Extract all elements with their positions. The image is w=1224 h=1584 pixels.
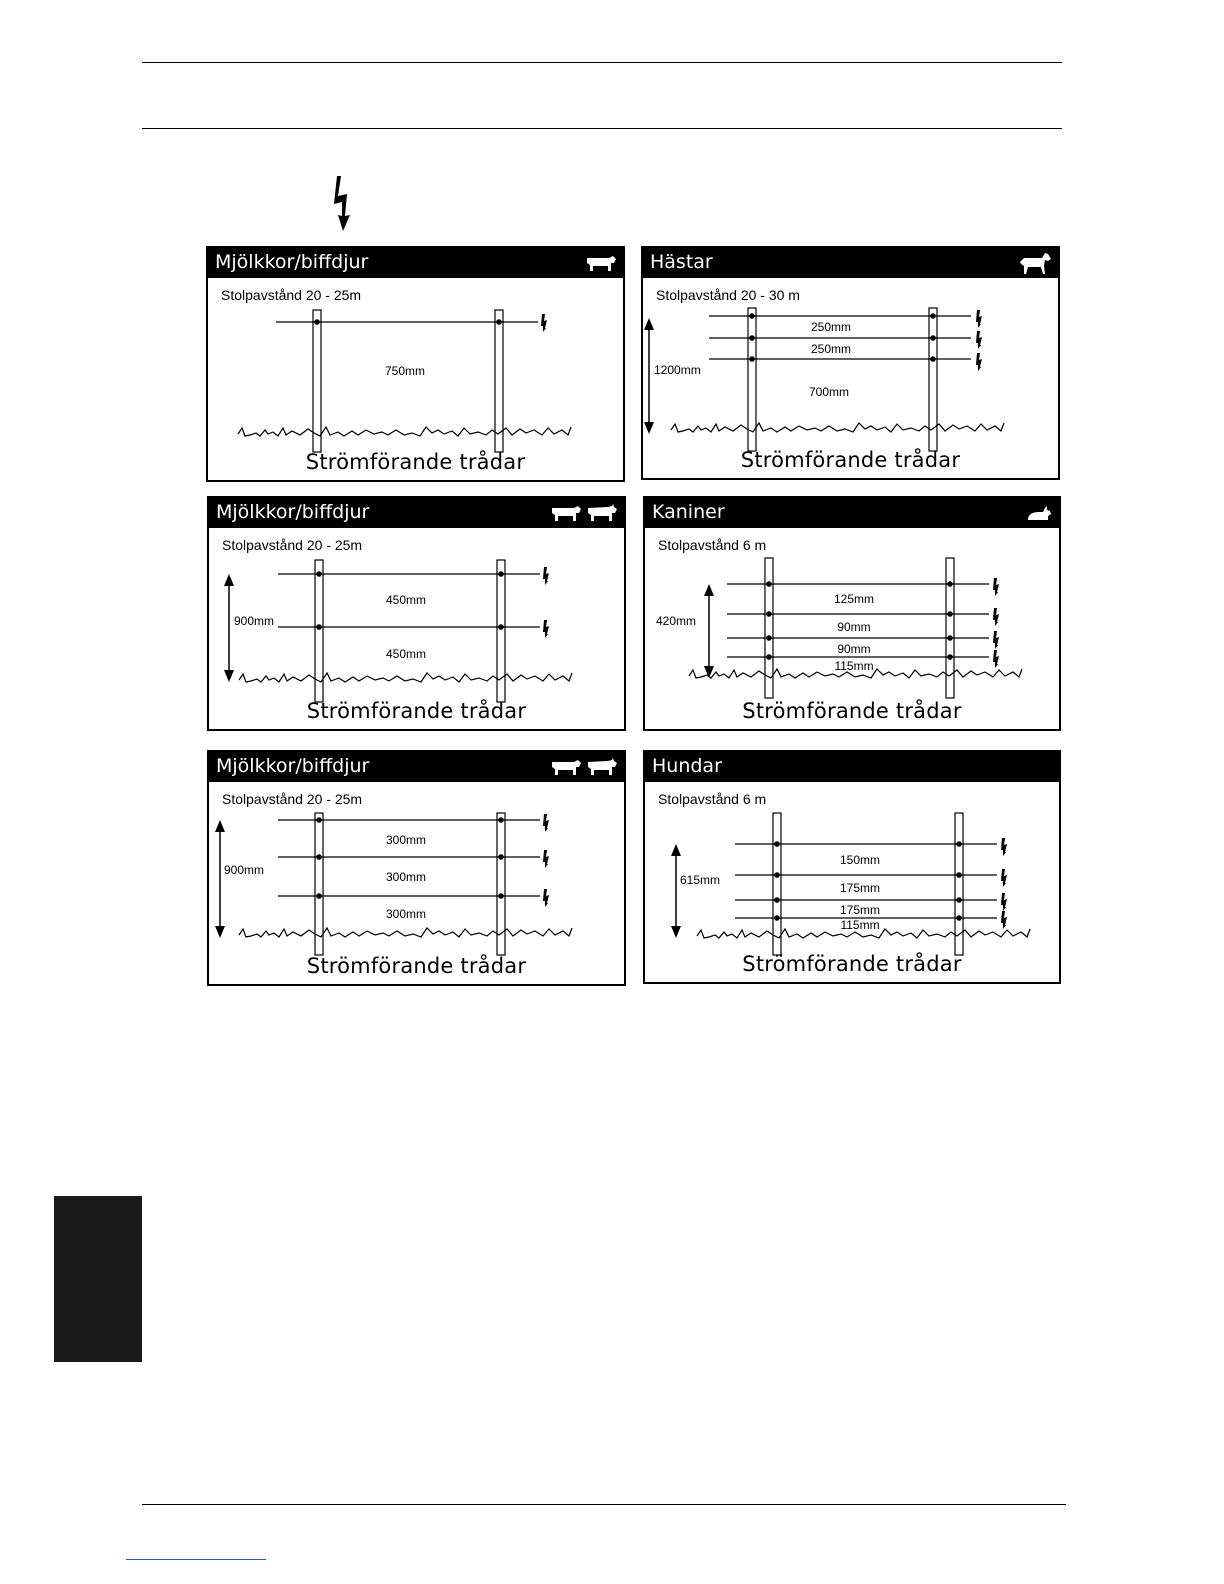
live-wire-bolt-icon (976, 353, 982, 371)
caption: Strömförande trådar (305, 450, 526, 474)
live-wire-bolt-icon (1001, 838, 1007, 856)
insulator (930, 313, 936, 319)
caption: Strömförande trådar (740, 448, 961, 472)
gap-label: 250mm (810, 320, 852, 334)
grass-ground (238, 427, 571, 436)
post-spacing-label: Stolpavstånd 20 - 25m (222, 791, 363, 807)
post-spacing-label: Stolpavstånd 20 - 25m (221, 287, 362, 303)
insulator (314, 319, 320, 325)
fence-post (773, 813, 781, 955)
height-arrow-head-down (224, 670, 234, 682)
grass-ground (239, 673, 572, 682)
fence-post (497, 560, 505, 702)
insulator (947, 611, 953, 617)
animal-icons (1018, 254, 1052, 274)
height-label: 900mm (224, 863, 265, 877)
insulator (749, 313, 755, 319)
live-wire-bolt-icon (1001, 869, 1007, 887)
live-wire-bolt-icon (976, 331, 982, 349)
insulator (496, 319, 502, 325)
post-spacing-label: Stolpavstånd 6 m (658, 537, 767, 553)
cow-icon (585, 254, 617, 274)
post-spacing-label: Stolpavstånd 20 - 30 m (656, 287, 800, 303)
fence-panel-cattle-3-wires (207, 750, 626, 986)
insulator (498, 893, 504, 899)
horse-icon (1018, 252, 1052, 276)
top-rule (142, 62, 1062, 63)
fence-diagram (209, 782, 624, 982)
gap-label: 300mm (385, 870, 427, 884)
gap-label: 115mm (840, 918, 880, 932)
animal-icons (550, 758, 618, 778)
panel-header (209, 752, 624, 782)
insulator (749, 356, 755, 362)
insulator (774, 897, 780, 903)
high-voltage-warning-icon (328, 174, 358, 234)
fence-post (315, 813, 323, 955)
gap-label: 150mm (839, 853, 881, 867)
height-arrow-head-up (215, 820, 225, 832)
fence-panel-dogs (643, 750, 1061, 984)
insulator (947, 654, 953, 660)
gap-label: 90mm (837, 642, 871, 656)
footer-link-underline (126, 1559, 266, 1560)
panel-header (209, 498, 624, 528)
height-arrow-head-down (215, 926, 225, 938)
live-wire-bolt-icon (541, 314, 547, 332)
height-label: 615mm (680, 873, 721, 887)
fence-post (313, 310, 321, 452)
panel-title: Mjölkkor/biffdjur (216, 501, 370, 523)
insulator (766, 654, 772, 660)
live-wire-bolt-icon (543, 889, 549, 907)
insulator (956, 897, 962, 903)
animal-icons (1025, 504, 1053, 524)
insulator (316, 817, 322, 823)
panel-header (208, 248, 623, 278)
fence-panel-cattle-1-wire (206, 246, 625, 482)
insulator (766, 635, 772, 641)
gap-label: 700mm (808, 385, 850, 399)
insulator (774, 915, 780, 921)
animal-icons (550, 504, 618, 524)
bull-icon (586, 504, 618, 524)
height-label: 420mm (656, 614, 697, 628)
gap-label: 250mm (810, 342, 852, 356)
height-arrow-head-up (224, 574, 234, 586)
gap-label: 90mm (837, 620, 871, 634)
fence-panel-rabbits (643, 496, 1061, 731)
insulator (956, 915, 962, 921)
insulator (749, 335, 755, 341)
height-arrow-head-up (704, 584, 714, 596)
height-arrow-head-up (644, 318, 654, 330)
panel-title: Mjölkkor/biffdjur (216, 755, 370, 777)
insulator (930, 356, 936, 362)
cow-icon (550, 758, 582, 778)
insulator (316, 854, 322, 860)
caption: Strömförande trådar (742, 952, 962, 976)
height-label: 900mm (234, 614, 275, 628)
panel-header (645, 752, 1059, 782)
gap-label: 300mm (385, 907, 427, 921)
insulator (766, 581, 772, 587)
caption: Strömförande trådar (306, 954, 527, 978)
height-arrow-head-down (671, 926, 681, 938)
live-wire-bolt-icon (543, 814, 549, 832)
height-label: 1200mm (654, 363, 701, 377)
grass-ground (239, 928, 572, 937)
post-spacing-label: Stolpavstånd 6 m (658, 791, 767, 807)
gap-label: 115mm (834, 659, 874, 673)
insulator (774, 872, 780, 878)
cow-icon (550, 504, 582, 524)
panel-header (645, 498, 1059, 528)
live-wire-bolt-icon (543, 567, 549, 585)
gap-label: 450mm (385, 593, 427, 607)
fence-diagram (645, 528, 1059, 728)
bottom-rule (142, 1504, 1066, 1505)
insulator (498, 854, 504, 860)
rabbit-icon (1025, 504, 1053, 524)
fence-post (955, 813, 963, 955)
live-wire-bolt-icon (993, 631, 999, 649)
live-wire-bolt-icon (993, 578, 999, 596)
animal-icons (585, 254, 617, 274)
insulator (930, 335, 936, 341)
panel-title: Hästar (650, 251, 713, 273)
fence-panel-horses (641, 246, 1060, 480)
insulator (766, 611, 772, 617)
live-wire-bolt-icon (993, 650, 999, 668)
fence-diagram (208, 278, 623, 478)
insulator (947, 581, 953, 587)
insulator (316, 893, 322, 899)
insulator (498, 817, 504, 823)
gap-label: 125mm (833, 592, 875, 606)
gap-label: 750mm (384, 364, 426, 378)
height-arrow-head-up (671, 844, 681, 856)
fence-post (946, 558, 954, 698)
gap-label: 450mm (385, 647, 427, 661)
bull-icon (586, 758, 618, 778)
fence-panel-cattle-2-wires (207, 496, 626, 731)
insulator (774, 841, 780, 847)
caption: Strömförande trådar (742, 699, 962, 723)
chapter-tab (54, 1196, 142, 1362)
insulator (956, 872, 962, 878)
panel-title: Kaniner (652, 501, 725, 523)
post-spacing-label: Stolpavstånd 20 - 25m (222, 537, 363, 553)
fence-diagram (209, 528, 624, 728)
insulator (947, 635, 953, 641)
panel-header (643, 248, 1058, 278)
gap-label: 300mm (385, 833, 427, 847)
insulator (316, 624, 322, 630)
live-wire-bolt-icon (976, 310, 982, 328)
insulator (956, 841, 962, 847)
live-wire-bolt-icon (543, 850, 549, 868)
live-wire-bolt-icon (1001, 893, 1007, 911)
gap-label: 175mm (839, 881, 881, 895)
panel-title: Mjölkkor/biffdjur (215, 251, 369, 273)
caption: Strömförande trådar (306, 699, 527, 723)
gap-label: 175mm (839, 903, 881, 917)
panel-title: Hundar (652, 755, 722, 777)
insulator (498, 571, 504, 577)
header-rule (142, 128, 1062, 129)
grass-ground (671, 423, 1004, 432)
live-wire-bolt-icon (1001, 911, 1007, 929)
insulator (498, 624, 504, 630)
insulator (316, 571, 322, 577)
live-wire-bolt-icon (993, 608, 999, 626)
height-arrow-head-down (644, 422, 654, 434)
live-wire-bolt-icon (543, 620, 549, 638)
